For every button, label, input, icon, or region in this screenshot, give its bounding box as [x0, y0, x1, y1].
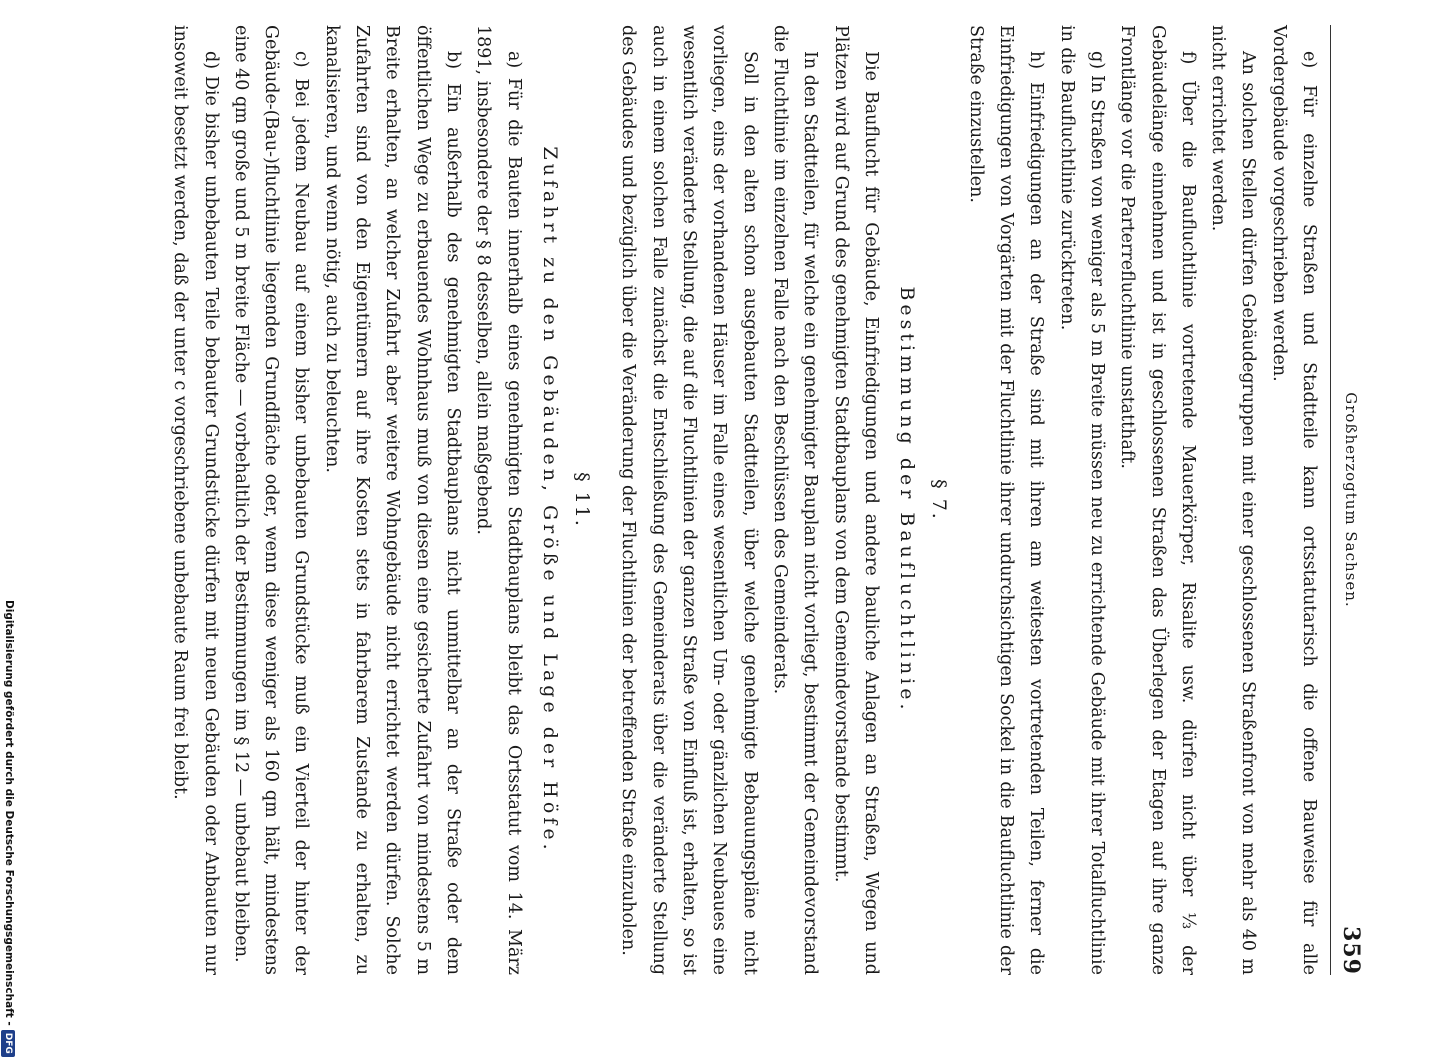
- section-11-paragraph: c) Bei jedem Neubau auf einem bisher unbebauten Grundstücke muß ein Vierteil der hinter der Gebäude-(Bau-)fluchtlinie liegenden Grundfläche oder, wenn diese weniger als 160 qm hält, mindestens eine 40 qm große und 5 m breite Fläche — vorbehaltlich der Bestimmungen im § 12 — unbebaut bleiben.: [230, 25, 312, 975]
- header-rule: [1330, 25, 1331, 975]
- page-header: [1334, 25, 1364, 975]
- paragraph-e-cont: An solchen Stellen dürfen Gebäudegruppen mit einer geschlossenen Straßenfront von mehr als 40 m nicht errichtet werden.: [1208, 25, 1259, 975]
- digitization-note: Digitalisierung gefördert durch die Deutsche Forschungsgemeinschaft -: [3, 600, 15, 1026]
- section-11-number: § 11.: [571, 472, 594, 528]
- page-number: 359: [1338, 926, 1364, 975]
- document-page: [100, 25, 1420, 985]
- paragraph-h: h) Einfriedigungen an der Straße sind mit ihren am weitesten vortretenden Teilen, ferner die Einfriedigungen von Vorgärten mit der Fluchtlinie ihrer undurchsichtigen Sockel in die Baufluchtlinie der Straße einzustellen.: [965, 25, 1047, 975]
- section-11-title: Zufahrt zu den Gebäuden, Größe und Lage der Höfe.: [538, 146, 561, 854]
- paragraph-g: g) In Straßen von weniger als 5 m Breite müssen neu zu errichtende Gebäude mit ihrer Totalfluchtlinie in die Baufluchtlinie zurücktreten.: [1056, 25, 1107, 975]
- digitization-footer: [2, 600, 18, 1054]
- page-body: [165, 25, 1324, 975]
- section-7-paragraph: In den Stadtteilen, für welche ein genehmigter Bauplan nicht vorliegt, bestimmt der Gemeindevorstand die Fluchtlinie im einzelnen Falle nach den Beschlüssen des Gemeinderats.: [769, 25, 821, 975]
- section-7-number: § 7.: [928, 479, 951, 521]
- section-11-paragraph: b) Ein außerhalb des genehmigten Stadtbauplans nicht unmittelbar an der Straße oder dem öffentlichen Wege zu erbauendes Wohnhaus muß von diesen eine gesicherte Zufahrt von mindestens 5 m Breite erhalten, an welcher Zufahrt aber weitere Wohngebäude nicht errichtet werden dürfen. Solche Zufahrten sind von den Eigentümern auf ihre Kosten stets in fahrbarem Zustande zu erhalten, zu kanalisieren, und wenn nötig, auch zu beleuchten.: [321, 25, 463, 975]
- section-11-paragraph: d) Die bisher unbebauten Teile bebauter Grundstücke dürfen mit neuen Gebäuden oder Anbauten nur insoweit besetzt werden, daß der unter c vorgeschriebene unbebaute Raum frei bleibt.: [170, 25, 221, 975]
- rotated-text-block: [110, 25, 1364, 975]
- section-7-title: Bestimmung der Baufluchtlinie.: [896, 286, 919, 714]
- section-11-paragraph: a) Für die Bauten innerhalb eines genehmigten Stadtbauplans bleibt das Ortsstatut vom 14. März 1891, insbesondere der § 8 desselben, allein maßgebend.: [473, 25, 524, 975]
- running-title: Großherzogtum Sachsen.: [1342, 392, 1360, 608]
- dfg-logo: DFG: [1, 1030, 15, 1057]
- paragraph-e: e) Für einzelne Straßen und Stadtteile kann ortsstatutarisch die offene Bauweise für alle Vordergebäude vorgeschrieben werden.: [1268, 25, 1319, 975]
- section-7-paragraph: Soll in den alten schon ausgebauten Stadtteilen, über welche genehmigte Bebauungspläne nicht vorliegen, eins der vorhandenen Häuser im Falle eines wesentlichen Um- oder gänzlichen Neubaues eine wesentlich veränderte Stellung, die auf die Fluchtlinien der ganzen Straße von Einfluß ist, erhalten, so ist auch in einem solchen Falle zunächst die Entschließung des Gemeinderats über die veränderte Stellung des Gebäudes und bezüglich über die Veränderung der Fluchtlinien der betreffenden Straße einzuholen.: [618, 25, 760, 975]
- section-7-paragraph: Die Bauflucht für Gebäude, Einfriedigungen und andere bauliche Anlagen an Straßen, Wegen und Plätzen wird auf Grund des genehmigten Stadtbauplans von dem Gemeindevorstande bestimmt.: [830, 25, 881, 975]
- paragraph-f: f) Über die Baufluchtlinie vortretende Mauerkörper, Risalite usw. dürfen nicht über ⅓ der Gebäudelänge einnehmen und ist in geschlossenen Straßen das Überlegen der Etagen auf ihre ganze Frontlänge vor die Parterrefluchtlinie unstatthaft.: [1117, 25, 1198, 975]
